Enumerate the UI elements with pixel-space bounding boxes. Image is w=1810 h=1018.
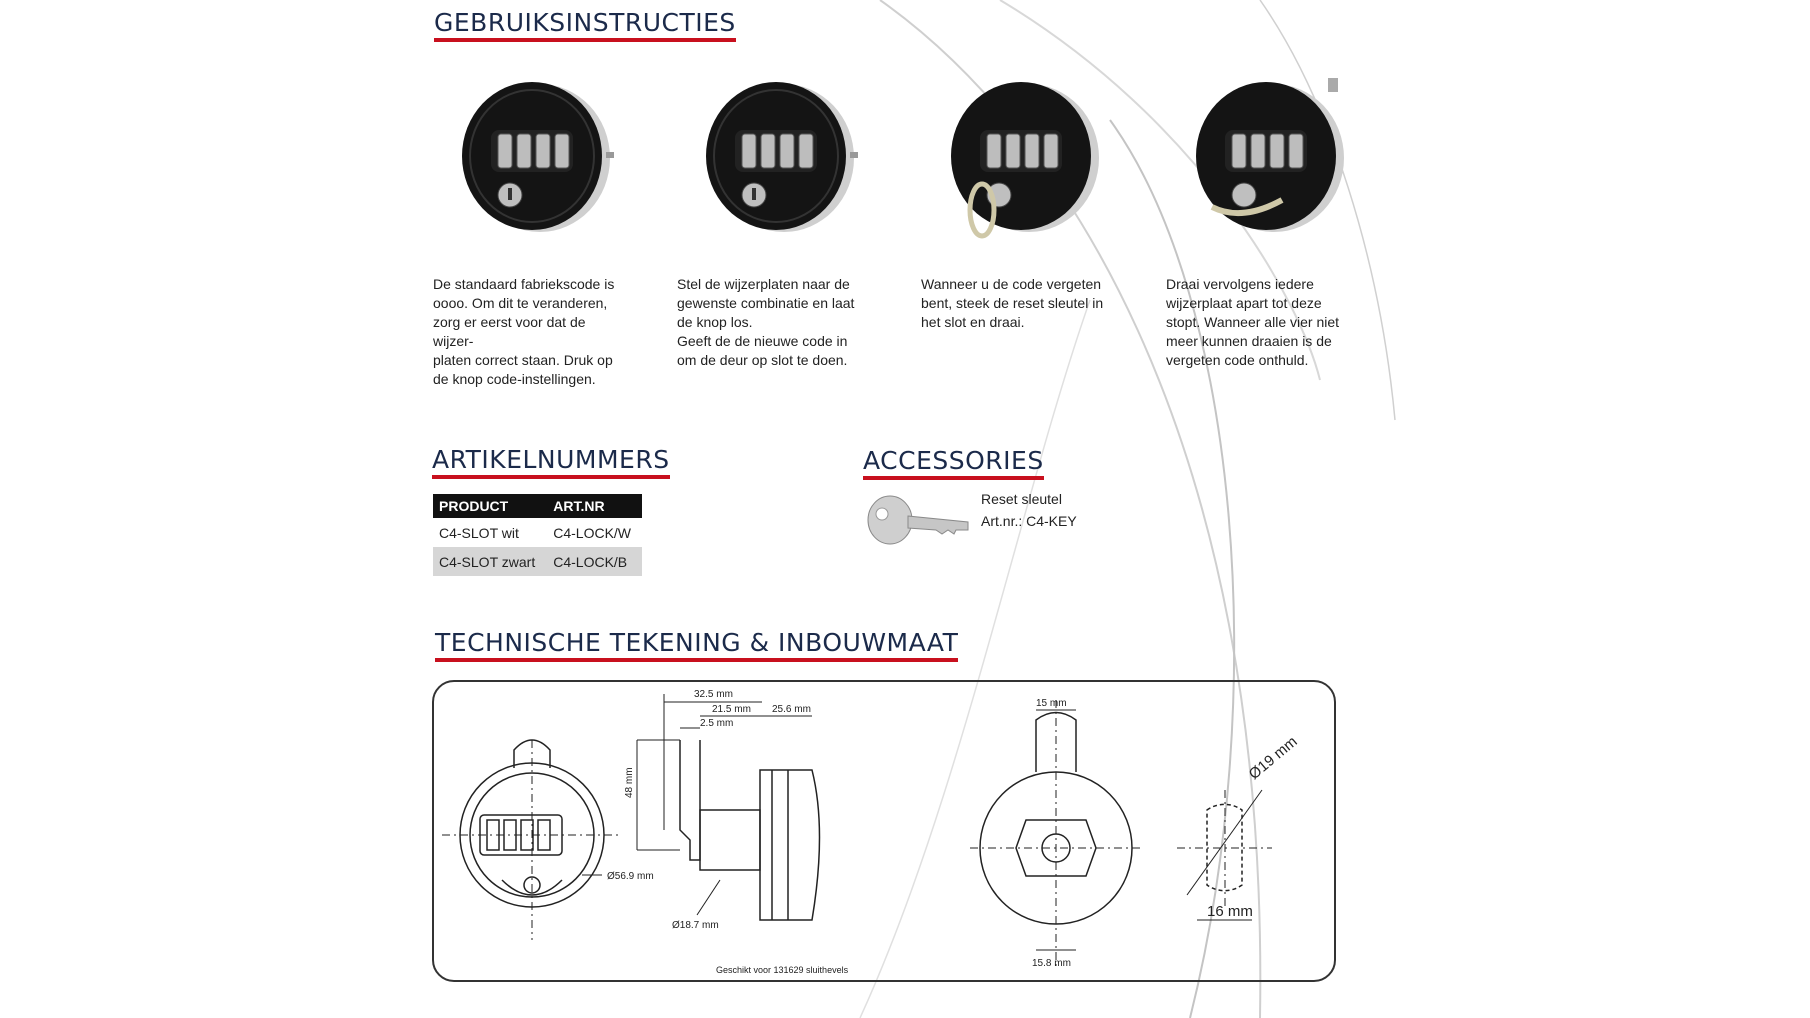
combination-lock-icon [692, 72, 862, 242]
accessory-code: Art.nr.: C4-KEY [981, 513, 1077, 529]
side-dim-c-label: 2.5 mm [700, 718, 734, 729]
table-row [433, 547, 642, 576]
table-cell: C4-LOCK/B [547, 547, 642, 576]
drawing-caption: Geschikt voor 131629 sluithevels [716, 965, 849, 975]
combination-lock-icon [448, 72, 618, 242]
drawing-title: TECHNISCHE TEKENING & INBOUWMAAT [435, 628, 959, 657]
accessories-title: ACCESSORIES [863, 446, 1044, 475]
front-view [442, 740, 622, 940]
step-3-text: Wanneer u de code vergeten bent, steek de reset sleutel in het slot en draai. [921, 276, 1104, 330]
cutout-diameter-label: Ø19 mm [1245, 733, 1301, 784]
instructions-title: GEBRUIKSINSTRUCTIES [434, 8, 736, 37]
combination-lock-with-key-icon [937, 72, 1107, 242]
back-top-label: 15 mm [1036, 698, 1067, 709]
side-dim-b-label: 25.6 mm [772, 704, 811, 715]
combination-lock-with-key-icon [1182, 72, 1352, 242]
side-dim-total-label: 32.5 mm [694, 689, 733, 700]
side-height-label: 48 mm [624, 767, 635, 798]
table-cell: C4-SLOT zwart [433, 547, 547, 576]
side-dim-a-label: 21.5 mm [712, 704, 751, 715]
back-view [970, 700, 1142, 970]
cutout-width-label: 16 mm [1207, 903, 1253, 920]
articles-title: ARTIKELNUMMERS [432, 445, 670, 474]
table-cell: C4-LOCK/W [553, 524, 632, 541]
side-shaft-label: Ø18.7 mm [672, 920, 719, 931]
key-icon [864, 490, 972, 550]
back-bottom-label: 15.8 mm [1032, 958, 1071, 969]
articles-table [433, 494, 642, 576]
technical-drawing-lines [432, 680, 1336, 982]
step-1-text: De standaard fabriekscode is oooo. Om dit te veranderen, zorg er eerst voor dat de wijzer- platen correct staan. Druk op de knop code-instellingen. [433, 276, 615, 387]
step-4-text: Draai vervolgens iedere wijzerplaat apart tot deze stopt. Wanneer alle vier niet meer kunnen draaien is de vergeten code onthuld. [1166, 276, 1340, 368]
cutout-view [1177, 790, 1272, 920]
accessory-name: Reset sleutel [981, 491, 1062, 507]
table-header-row [433, 494, 642, 518]
column-header: ART.NR [547, 494, 642, 518]
table-row [433, 518, 642, 547]
front-diameter-label: Ø56.9 mm [607, 871, 654, 882]
column-header: PRODUCT [433, 494, 547, 518]
accessory-info [981, 488, 1077, 532]
table-cell: C4-SLOT wit [439, 524, 519, 541]
step-2-text: Stel de wijzerplaten naar de gewenste combinatie en laat de knop los. Geeft de de nieuwe code in om de deur op slot te doen. [677, 276, 855, 368]
